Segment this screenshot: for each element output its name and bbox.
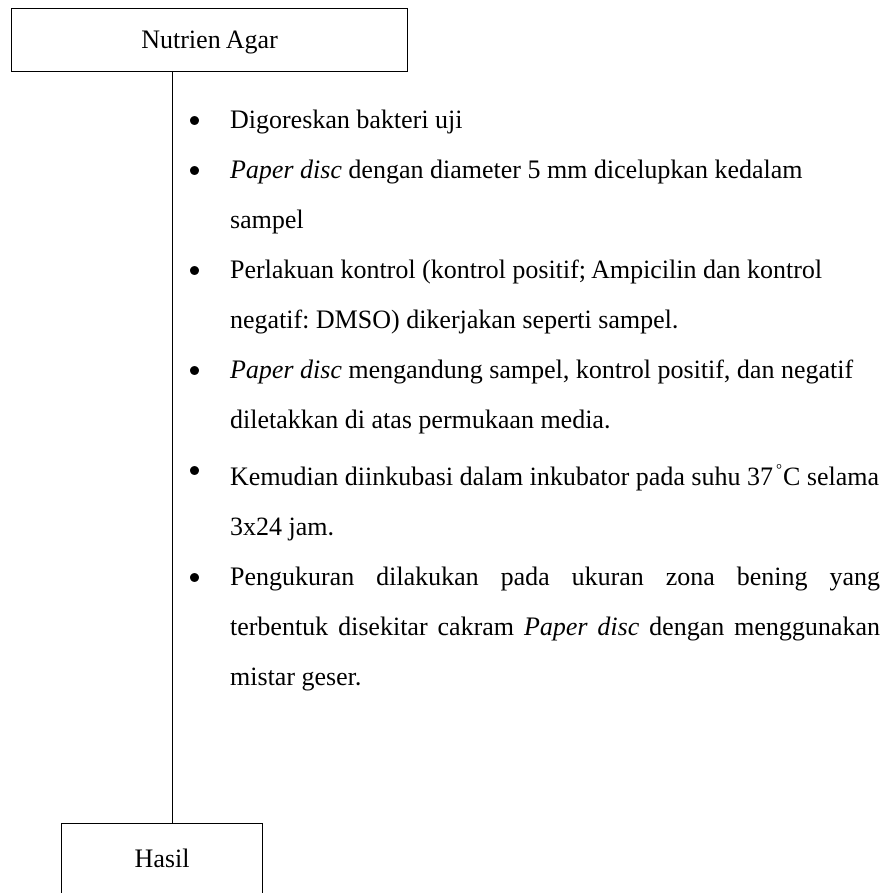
start-label: Nutrien Agar xyxy=(141,25,278,54)
bullet-icon xyxy=(190,573,199,582)
step-2 xyxy=(190,145,880,245)
start-box xyxy=(11,8,408,72)
bullet-icon xyxy=(190,166,199,175)
step-6-text-before: Pengukuran dilakukan pada ukuran zona bening yang terbentuk disekitar cakram xyxy=(230,562,880,641)
bullet-icon xyxy=(190,366,199,375)
step-4-text: mengandung sampel, kontrol positif, dan negatif diletakkan di atas permukaan media. xyxy=(230,355,854,434)
step-5-text-after: C selama 3x24 jam. xyxy=(230,462,880,541)
step-3 xyxy=(190,245,880,345)
step-2-italic: Paper disc xyxy=(230,155,342,184)
end-label: Hasil xyxy=(134,844,190,873)
bullet-icon xyxy=(190,466,199,475)
step-2-text: dengan diameter 5 mm dicelupkan kedalam sampel xyxy=(230,155,803,234)
end-box xyxy=(61,823,263,893)
bullet-icon xyxy=(190,266,199,275)
step-6-italic: Paper disc xyxy=(523,612,640,641)
step-4 xyxy=(190,345,880,445)
bullet-icon xyxy=(190,116,199,125)
step-6-text-after: dengan menggunakan mistar geser. xyxy=(230,612,880,691)
step-list xyxy=(190,95,880,702)
step-3-text: Perlakuan kontrol (kontrol positif; Ampicilin dan kontrol negatif: DMSO) dikerjakan seperti sampel. xyxy=(230,255,823,334)
step-1 xyxy=(190,95,880,145)
degree-symbol: ° xyxy=(776,462,783,478)
step-6 xyxy=(190,552,880,702)
step-1-text: Digoreskan bakteri uji xyxy=(230,105,463,134)
connector-line xyxy=(172,72,173,823)
step-4-italic: Paper disc xyxy=(230,355,342,384)
step-5-text-before: Kemudian diinkubasi dalam inkubator pada suhu 37 xyxy=(230,462,774,491)
step-5 xyxy=(190,445,880,552)
